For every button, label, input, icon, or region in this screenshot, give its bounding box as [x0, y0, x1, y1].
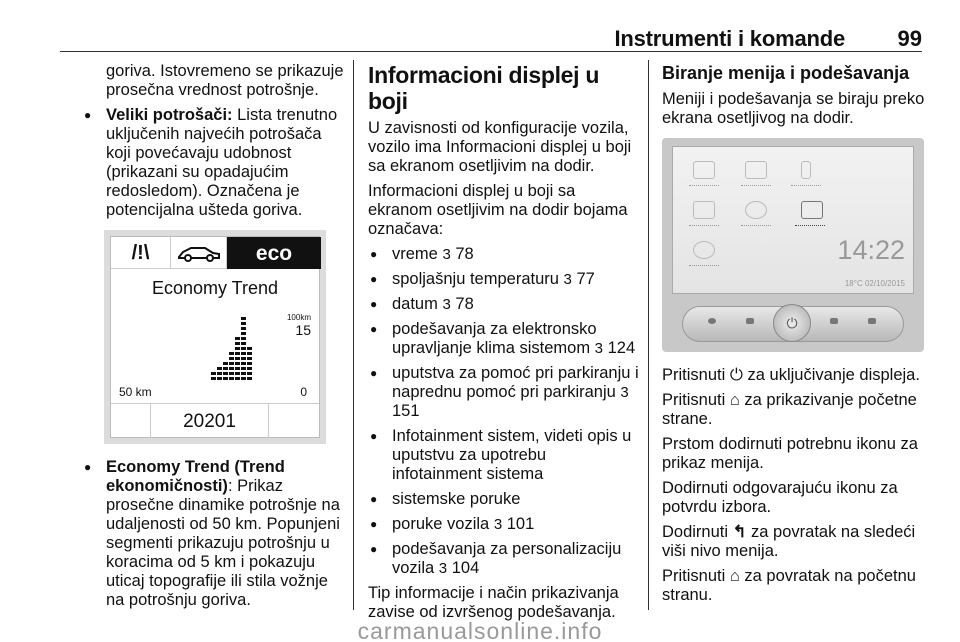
eco-bottom-right — [269, 404, 321, 438]
eco-right-label: 0 — [300, 385, 307, 399]
info-bullet — [368, 540, 640, 578]
eco-bar-segment — [241, 332, 246, 335]
text: Pritisnuti — [662, 391, 730, 409]
eco-bar-segment — [247, 357, 252, 360]
info-bullet — [368, 427, 640, 484]
screen-date: 18°C 02/10/2015 — [844, 279, 905, 288]
text: Dodirnuti — [662, 523, 733, 541]
page-ref-arrow-icon: 3 — [493, 516, 503, 533]
icon-label — [689, 265, 719, 268]
page-ref[interactable]: 78 — [455, 245, 474, 263]
column-divider-1 — [353, 60, 354, 610]
eco-bar-segment — [241, 342, 246, 345]
eco-bar-segment — [223, 362, 228, 365]
watermark: carmanualsonline.info — [357, 618, 603, 642]
text: Pritisnuti — [662, 567, 730, 585]
page-ref-arrow-icon: 3 — [438, 560, 448, 577]
eco-bar-segment — [247, 362, 252, 365]
phone-button — [868, 318, 876, 324]
paragraph: Meniji i podešavanja se biraju preko ekrana osetljivog na dodir. — [662, 90, 925, 127]
audio-icon — [693, 161, 715, 179]
section-heading: Informacioni displej u boji — [368, 62, 600, 114]
economy-trend-display — [104, 230, 326, 444]
paragraph: U zavisnosti od konfiguracije vozila, vozilo ima Informacioni displej u boji sa ekranom osetljivim na dodir. — [368, 119, 632, 175]
phone-icon — [745, 161, 767, 179]
section-heading: Biranje menija i podešavanja — [662, 63, 910, 83]
page-ref-arrow-icon: 3 — [620, 384, 629, 401]
bullet-text: podešavanja za personalizaciju vozila — [392, 540, 622, 577]
minus-button — [746, 318, 754, 324]
page-header — [0, 24, 960, 54]
text: za prikazivanje početne strane. — [662, 391, 917, 428]
eco-bar-segment — [235, 372, 240, 375]
info-bullet — [368, 320, 640, 358]
eco-bar-segment — [217, 367, 222, 370]
eco-bar-segment — [241, 322, 246, 325]
power-knob-icon: ⏻ — [773, 304, 811, 342]
paragraph: Tip informacije i način prikazivanja zavise od izvršenog podešavanja. — [368, 584, 619, 621]
column-3 — [662, 62, 932, 611]
eco-bar-segment — [229, 352, 234, 355]
power-icon: ⏻ — [729, 366, 743, 384]
eco-bar-segment — [235, 347, 240, 350]
page-title: Instrumenti i komande — [614, 26, 845, 51]
home-icon: ⌂ — [729, 391, 740, 409]
page-ref-arrow-icon: 3 — [563, 271, 572, 288]
road-warning-icon: /!\ — [111, 237, 171, 269]
text: Pritisnuti — [662, 366, 730, 384]
plus-button — [830, 318, 838, 324]
infotainment-screen-photo — [662, 138, 924, 352]
eco-bar-segment — [223, 372, 228, 375]
info-bullet — [368, 364, 640, 421]
info-bullet — [368, 515, 640, 534]
eco-bar-segment — [223, 367, 228, 370]
eco-bar-segment — [235, 377, 240, 380]
bullet-text: spoljašnju temperaturu — [392, 270, 564, 288]
eco-bottom-left — [111, 404, 151, 438]
paragraph: Dodirnuti odgovarajuću ikonu za potvrdu izbora. — [662, 479, 898, 516]
eco-bar-segment — [241, 352, 246, 355]
bullet-bold: Economy Trend (Trend ekonomičnosti) — [106, 458, 285, 495]
info-bullet — [368, 295, 640, 314]
eco-bottom-bar — [111, 403, 319, 437]
bullet-text: podešavanja za elektronsko upravljanje klima sistemom — [392, 320, 597, 357]
page-ref[interactable]: 101 — [506, 515, 535, 533]
column-divider-2 — [648, 60, 649, 610]
eco-bar-segment — [247, 347, 252, 350]
page-ref[interactable]: 78 — [455, 295, 474, 313]
bullet-veliki-potrosaci — [82, 106, 344, 220]
eco-bar-segment — [235, 352, 240, 355]
eco-bar-segment — [229, 372, 234, 375]
eco-bar-segment — [211, 372, 216, 375]
assist-icon — [693, 241, 715, 259]
page-ref-arrow-icon: 3 — [442, 246, 451, 263]
header-rule — [60, 51, 922, 52]
eco-bar-segment — [229, 377, 234, 380]
settings-icon — [745, 201, 767, 219]
paragraph: Informacioni displej u boji sa ekranom osetljivim na dodir bojama označava: — [368, 182, 628, 238]
bullet-text: poruke vozila — [392, 515, 494, 533]
eco-bar-segment — [235, 342, 240, 345]
device-icon — [801, 161, 811, 179]
eco-bar-segment — [229, 367, 234, 370]
intro-text: goriva. Istovremeno se prikazuje prosečna vrednost potrošnje. — [106, 62, 344, 99]
text: za povratak na sledeći viši nivo menija. — [662, 523, 916, 560]
eco-title: Economy Trend — [151, 278, 279, 298]
eco-bar-segment — [241, 317, 246, 320]
info-bullet — [368, 245, 640, 264]
eco-tab: eco — [227, 237, 321, 269]
bullet-text: sistemske poruke — [392, 490, 521, 508]
bullet-text: uputstva za pomoć pri parkiranju i naprednu pomoć pri parkiranju — [392, 364, 639, 401]
eco-bar-segment — [247, 372, 252, 375]
screen-glass — [672, 146, 914, 294]
eco-bar-segment — [217, 377, 222, 380]
icon-label — [795, 225, 825, 228]
eco-bar-segment — [241, 367, 246, 370]
eco-bar-segment — [241, 337, 246, 340]
eco-unit: 100km — [286, 313, 311, 322]
icon-label — [741, 225, 771, 228]
eco-bar-segment — [235, 367, 240, 370]
paragraph — [662, 523, 932, 561]
eco-bar-segment — [217, 372, 222, 375]
screen-clock: 14:22 — [837, 235, 905, 265]
page-ref[interactable]: 104 — [451, 559, 480, 577]
bullet-text: datum — [392, 295, 443, 313]
eco-bar-segment — [241, 357, 246, 360]
climate-icon — [801, 201, 823, 219]
bullet-text: : Prikaz prosečne dinamike potrošnje na udaljenosti od 50 km. Popunjeni segmenti prikazuju potrošnju u koracima od 5 km i pokazuju uticaj topografije ili stila vožnje na potrošnju goriva. — [106, 477, 340, 609]
back-icon: ↰ — [732, 523, 747, 541]
text: za povratak na početnu stranu. — [662, 567, 916, 604]
eco-bar-segment — [235, 362, 240, 365]
eco-bar-segment — [211, 377, 216, 380]
eco-odometer: 20201 — [151, 404, 269, 438]
page-ref[interactable]: 151 — [392, 402, 420, 420]
page-ref[interactable]: 77 — [576, 270, 595, 288]
eco-bar-segment — [235, 357, 240, 360]
icon-label — [791, 185, 821, 188]
eco-bar-segment — [229, 357, 234, 360]
eco-screen — [110, 236, 320, 438]
eco-bar-segment — [247, 352, 252, 355]
info-bullet — [368, 490, 640, 509]
eco-bar-segment — [241, 362, 246, 365]
page-number: 99 — [897, 26, 922, 51]
column-1 — [82, 62, 344, 616]
paragraph — [662, 391, 932, 429]
bullet-bold: Veliki potrošači: — [106, 106, 233, 124]
eco-bar-segment — [241, 327, 246, 330]
eco-bar-segment — [247, 377, 252, 380]
home-icon: ⌂ — [729, 567, 740, 585]
eco-bar-segment — [229, 362, 234, 365]
bullet-text: Infotainment sistem, videti opis u uputstvu za upotrebu infotainment sistema — [392, 427, 632, 483]
icon-label — [689, 185, 719, 188]
eco-bar-segment — [235, 337, 240, 340]
eco-left-label: 50 km — [119, 385, 152, 399]
icon-label — [689, 225, 719, 228]
page-ref-arrow-icon: 3 — [442, 296, 451, 313]
bullet-economy-trend — [82, 458, 344, 610]
eco-bar-segment — [241, 377, 246, 380]
eco-bar-segment — [223, 377, 228, 380]
info-bullet-list — [368, 245, 640, 578]
paragraph — [662, 567, 932, 605]
bullet-text: Lista trenutno uključenih najvećih potrošača koji povećavaju udobnost (prikazani su opadajućim redosledom). Označena je potencijalna ušteda goriva. — [106, 106, 338, 219]
page-ref[interactable]: 124 — [607, 339, 636, 357]
text: za uključivanje displeja. — [742, 366, 920, 384]
gallery-icon — [693, 201, 715, 219]
home-button — [708, 318, 716, 324]
eco-bar-segment — [241, 372, 246, 375]
info-bullet — [368, 270, 640, 289]
eco-bar-segment — [247, 367, 252, 370]
bullet-text: vreme — [392, 245, 443, 263]
paragraph — [662, 366, 932, 385]
column-2 — [368, 62, 640, 628]
icon-label — [741, 185, 771, 188]
paragraph: Prstom dodirnuti potrebnu ikonu za prikaz menija. — [662, 435, 918, 472]
eco-bar-segment — [241, 347, 246, 350]
page-ref-arrow-icon: 3 — [594, 340, 604, 357]
eco-max-value: 15 — [295, 322, 311, 338]
